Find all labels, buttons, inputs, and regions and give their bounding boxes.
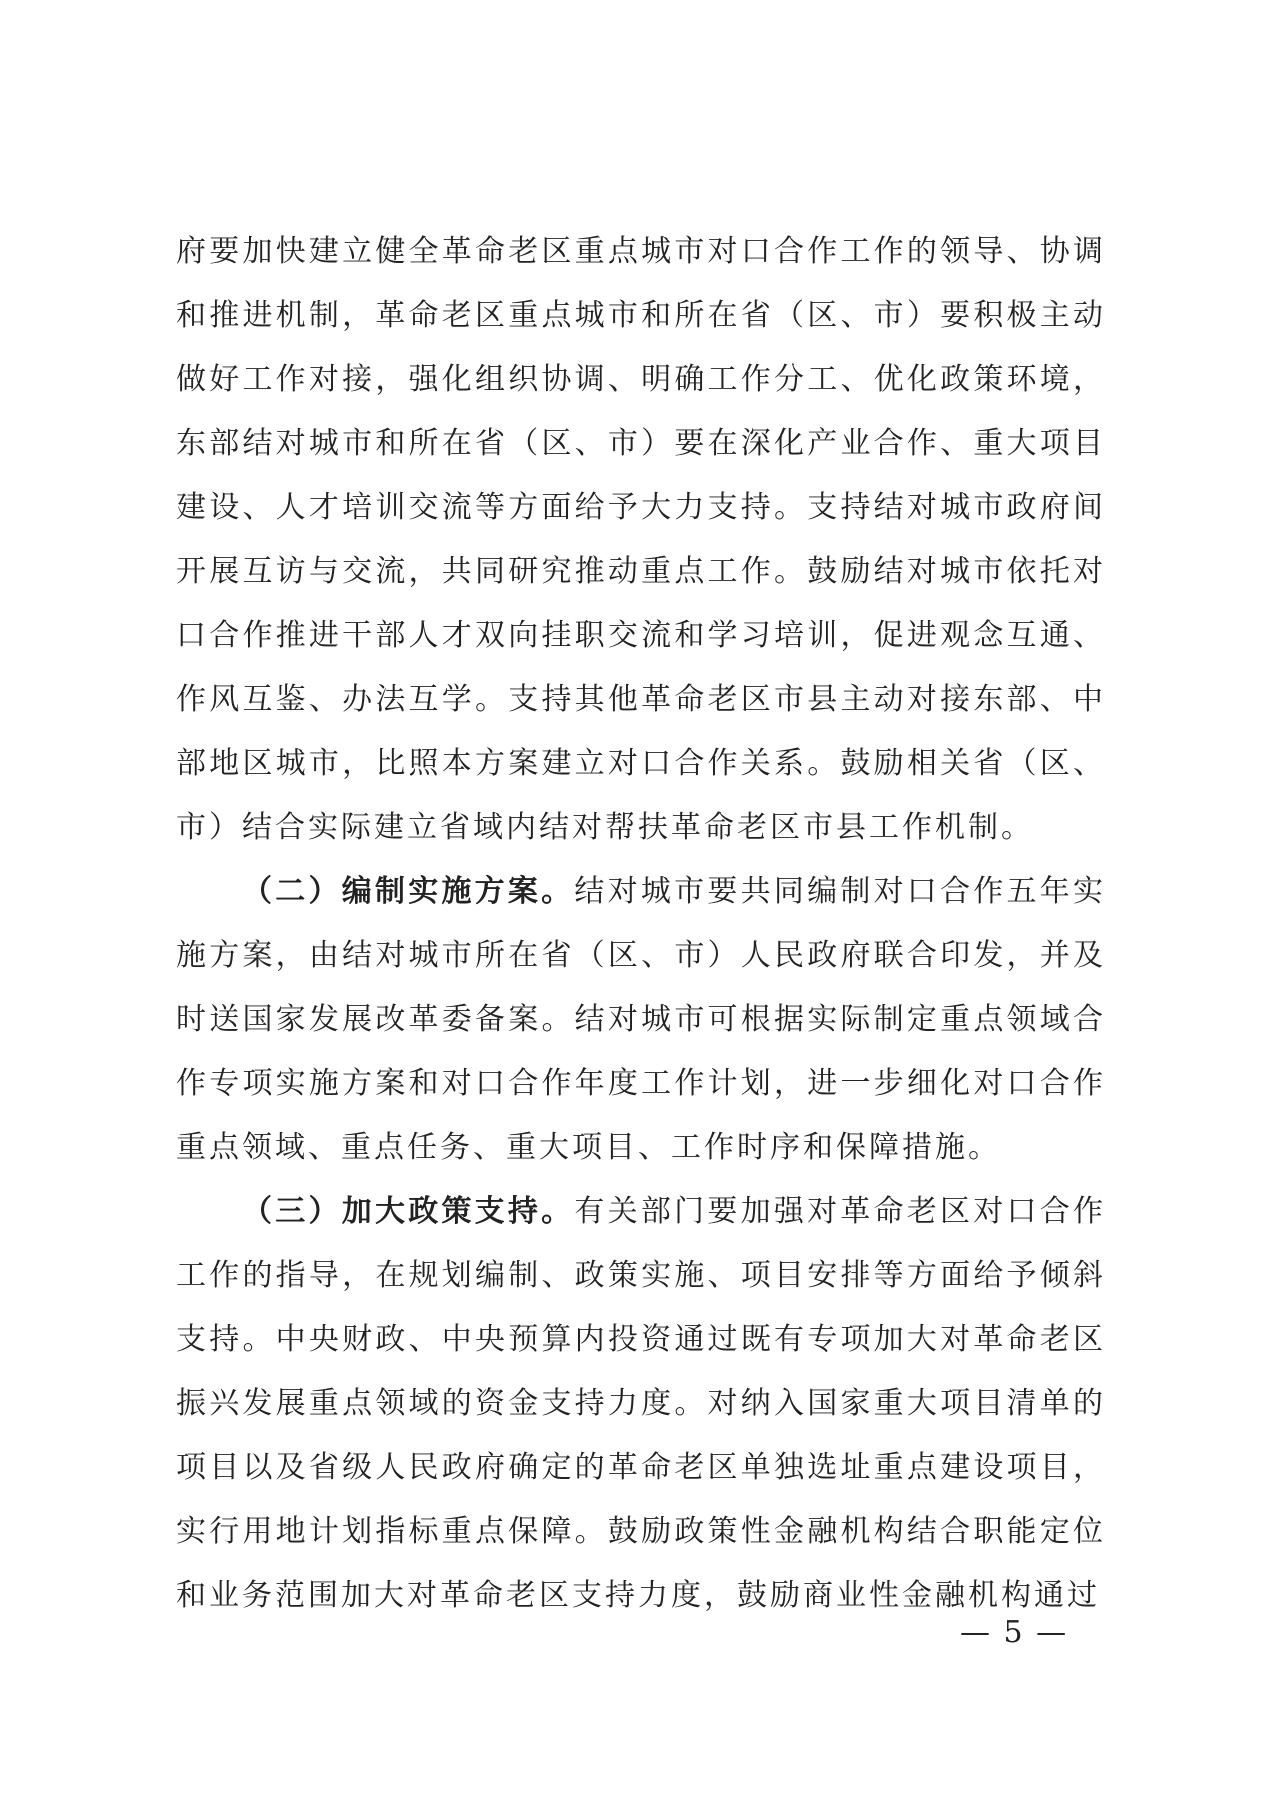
paragraph-text: 府要加快建立健全革命老区重点城市对口合作工作的领导、协调和推进机制，革命老区重点城市和所在省（区、市）要积极主动做好工作对接，强化组织协调、明确工作分工、优化政策环境，东部结对城市和所在省（区、市）要在深化产业合作、重大项目建设、人才培训交流等方面给予大力支持。支持结对城市政府间开展互访与交流，共同研究推动重点工作。鼓励结对城市依托对口合作推进干部人才双向挂职交流和学习培训，促进观念互通、作风互鉴、办法互学。支持其他革命老区市县主动对接东部、中部地区城市，比照本方案建立对口合作关系。鼓励相关省（区、市）结合实际建立省域内结对帮扶革命老区市县工作机制。: [176, 234, 1106, 845]
paragraph-continuation: [176, 220, 1106, 860]
paragraph-text: 结对城市要共同编制对口合作五年实施方案，由结对城市所在省（区、市）人民政府联合印发，并及时送国家发展改革委备案。结对城市可根据实际制定重点领域合作专项实施方案和对口合作年度工作计划，进一步细化对口合作重点领域、重点任务、重大项目、工作时序和保障措施。: [176, 874, 1107, 1165]
paragraph-section-2: [176, 860, 1106, 1180]
paragraph-text: 有关部门要加强对革命老区对口合作工作的指导，在规划编制、政策实施、项目安排等方面给予倾斜支持。中央财政、中央预算内投资通过既有专项加大对革命老区振兴发展重点领域的资金支持力度。对纳入国家重大项目清单的项目以及省级人民政府确定的革命老区单独选址重点建设项目，实行用地计划指标重点保障。鼓励政策性金融机构结合职能定位和业务范围加大对革命老区支持力度，鼓励商业性金融机构通过: [176, 1194, 1107, 1613]
page-number: — 5 —: [960, 1615, 1069, 1650]
section-heading: （三）加大政策支持。: [242, 1194, 575, 1229]
paragraph-section-3: [176, 1180, 1106, 1628]
document-body: [176, 220, 1106, 1628]
section-heading: （二）编制实施方案。: [242, 874, 575, 909]
